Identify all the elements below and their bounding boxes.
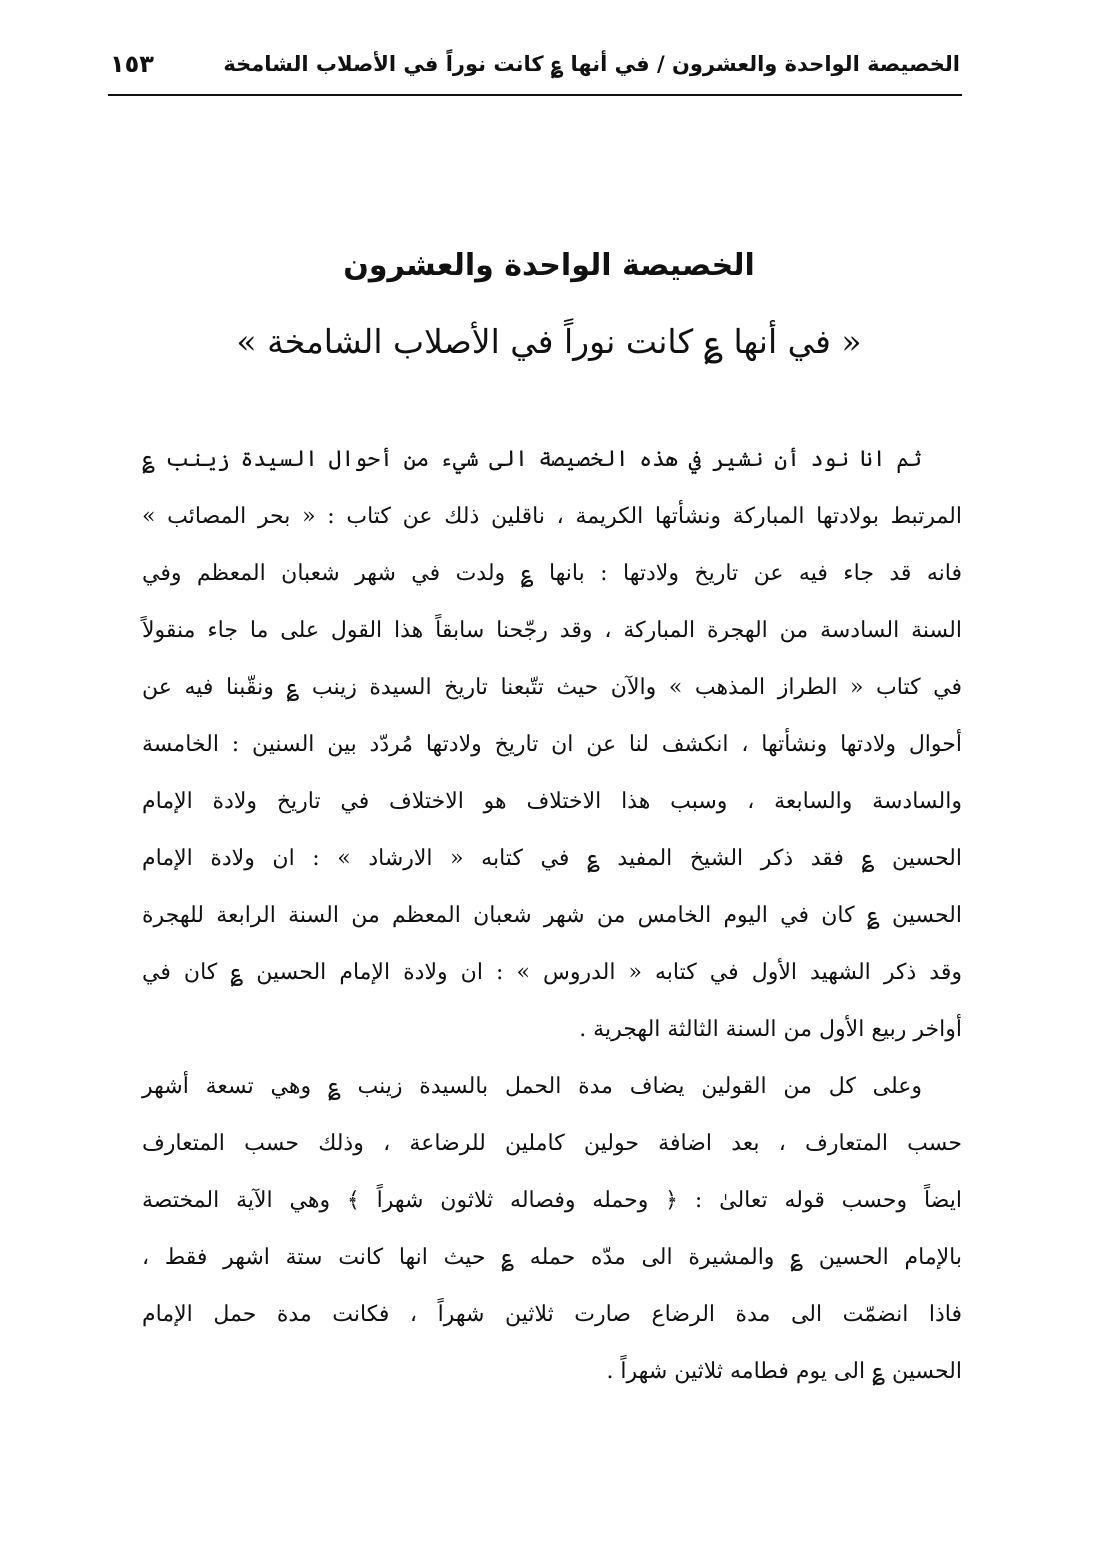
running-title: الخصيصة الواحدة والعشرون / في أنها ؏ كانت نوراً في الأصلاب الشامخة bbox=[223, 52, 960, 76]
text-line: أواخر ربيع الأول من السنة الثالثة الهجرية . bbox=[579, 1017, 962, 1042]
text-line: ثم انا نود أن نشير في هذه الخصيصة الى شيء من أحوال السيدة زينب ؏ bbox=[142, 447, 922, 472]
text-line: الحسين ؏ الى يوم فطامه ثلاثين شهراً . bbox=[606, 1359, 962, 1384]
text-line: ايضاً وحسب قوله تعالىٰ : ﴿ وحمله وفصاله ثلاثون شهراً ﴾ وهي الآية المختصة bbox=[142, 1188, 962, 1213]
text-line: حسب المتعارف ، بعد اضافة حولين كاملين للرضاعة ، وذلك حسب المتعارف bbox=[142, 1131, 962, 1156]
paragraph-1 bbox=[142, 440, 962, 1067]
text-line: في كتاب « الطراز المذهب » والآن حيث تتّبعنا تاريخ السيدة زينب ؏ ونقّبنا فيه عن bbox=[142, 675, 962, 700]
text-line: الحسين ؏ كان في اليوم الخامس من شهر شعبان المعظم من السنة الرابعة للهجرة bbox=[142, 903, 962, 928]
text-line: المرتبط بولادتها المباركة ونشأتها الكريمة ، ناقلين ذلك عن كتاب : « بحر المصائب » bbox=[142, 504, 962, 529]
chapter-subtitle: « في أنها ؏ كانت نوراً في الأصلاب الشامخة » bbox=[236, 322, 862, 361]
text-line: بالإمام الحسين ؏ والمشيرة الى مدّه حمله ؏ حيث انها كانت ستة اشهر فقط ، bbox=[142, 1245, 962, 1270]
text-line: فانه قد جاء فيه عن تاريخ ولادتها : بانها ؏ ولدت في شهر شعبان المعظم وفي bbox=[142, 561, 962, 586]
chapter-title: الخصيصة الواحدة والعشرون bbox=[343, 248, 755, 283]
text-line: وعلى كل من القولين يضاف مدة الحمل بالسيدة زينب ؏ وهي تسعة أشهر bbox=[142, 1074, 922, 1099]
text-line: وقد ذكر الشهيد الأول في كتابه « الدروس » : ان ولادة الإمام الحسين ؏ كان في bbox=[142, 960, 962, 985]
page-number: ١٥٣ bbox=[110, 50, 154, 78]
text-line: فاذا انضمّت الى مدة الرضاع صارت ثلاثين شهراً ، فكانت مدة حمل الإمام bbox=[142, 1302, 962, 1327]
text-line: السنة السادسة من الهجرة المباركة ، وقد رجّحنا سابقاً هذا القول على ما جاء منقولاً bbox=[142, 618, 962, 643]
text-line: الحسين ؏ فقد ذكر الشيخ المفيد ؏ في كتابه « الارشاد » : ان ولادة الإمام bbox=[142, 846, 962, 871]
header-rule bbox=[108, 94, 962, 96]
text-line: أحوال ولادتها ونشأتها ، انكشف لنا عن ان تاريخ ولادتها مُردّد بين السنين : الخامسة bbox=[142, 732, 962, 757]
body-text bbox=[142, 440, 962, 1409]
paragraph-2 bbox=[142, 1067, 962, 1409]
running-header bbox=[110, 48, 960, 92]
text-line: والسادسة والسابعة ، وسبب هذا الاختلاف هو الاختلاف في تاريخ ولادة الإمام bbox=[142, 789, 962, 814]
